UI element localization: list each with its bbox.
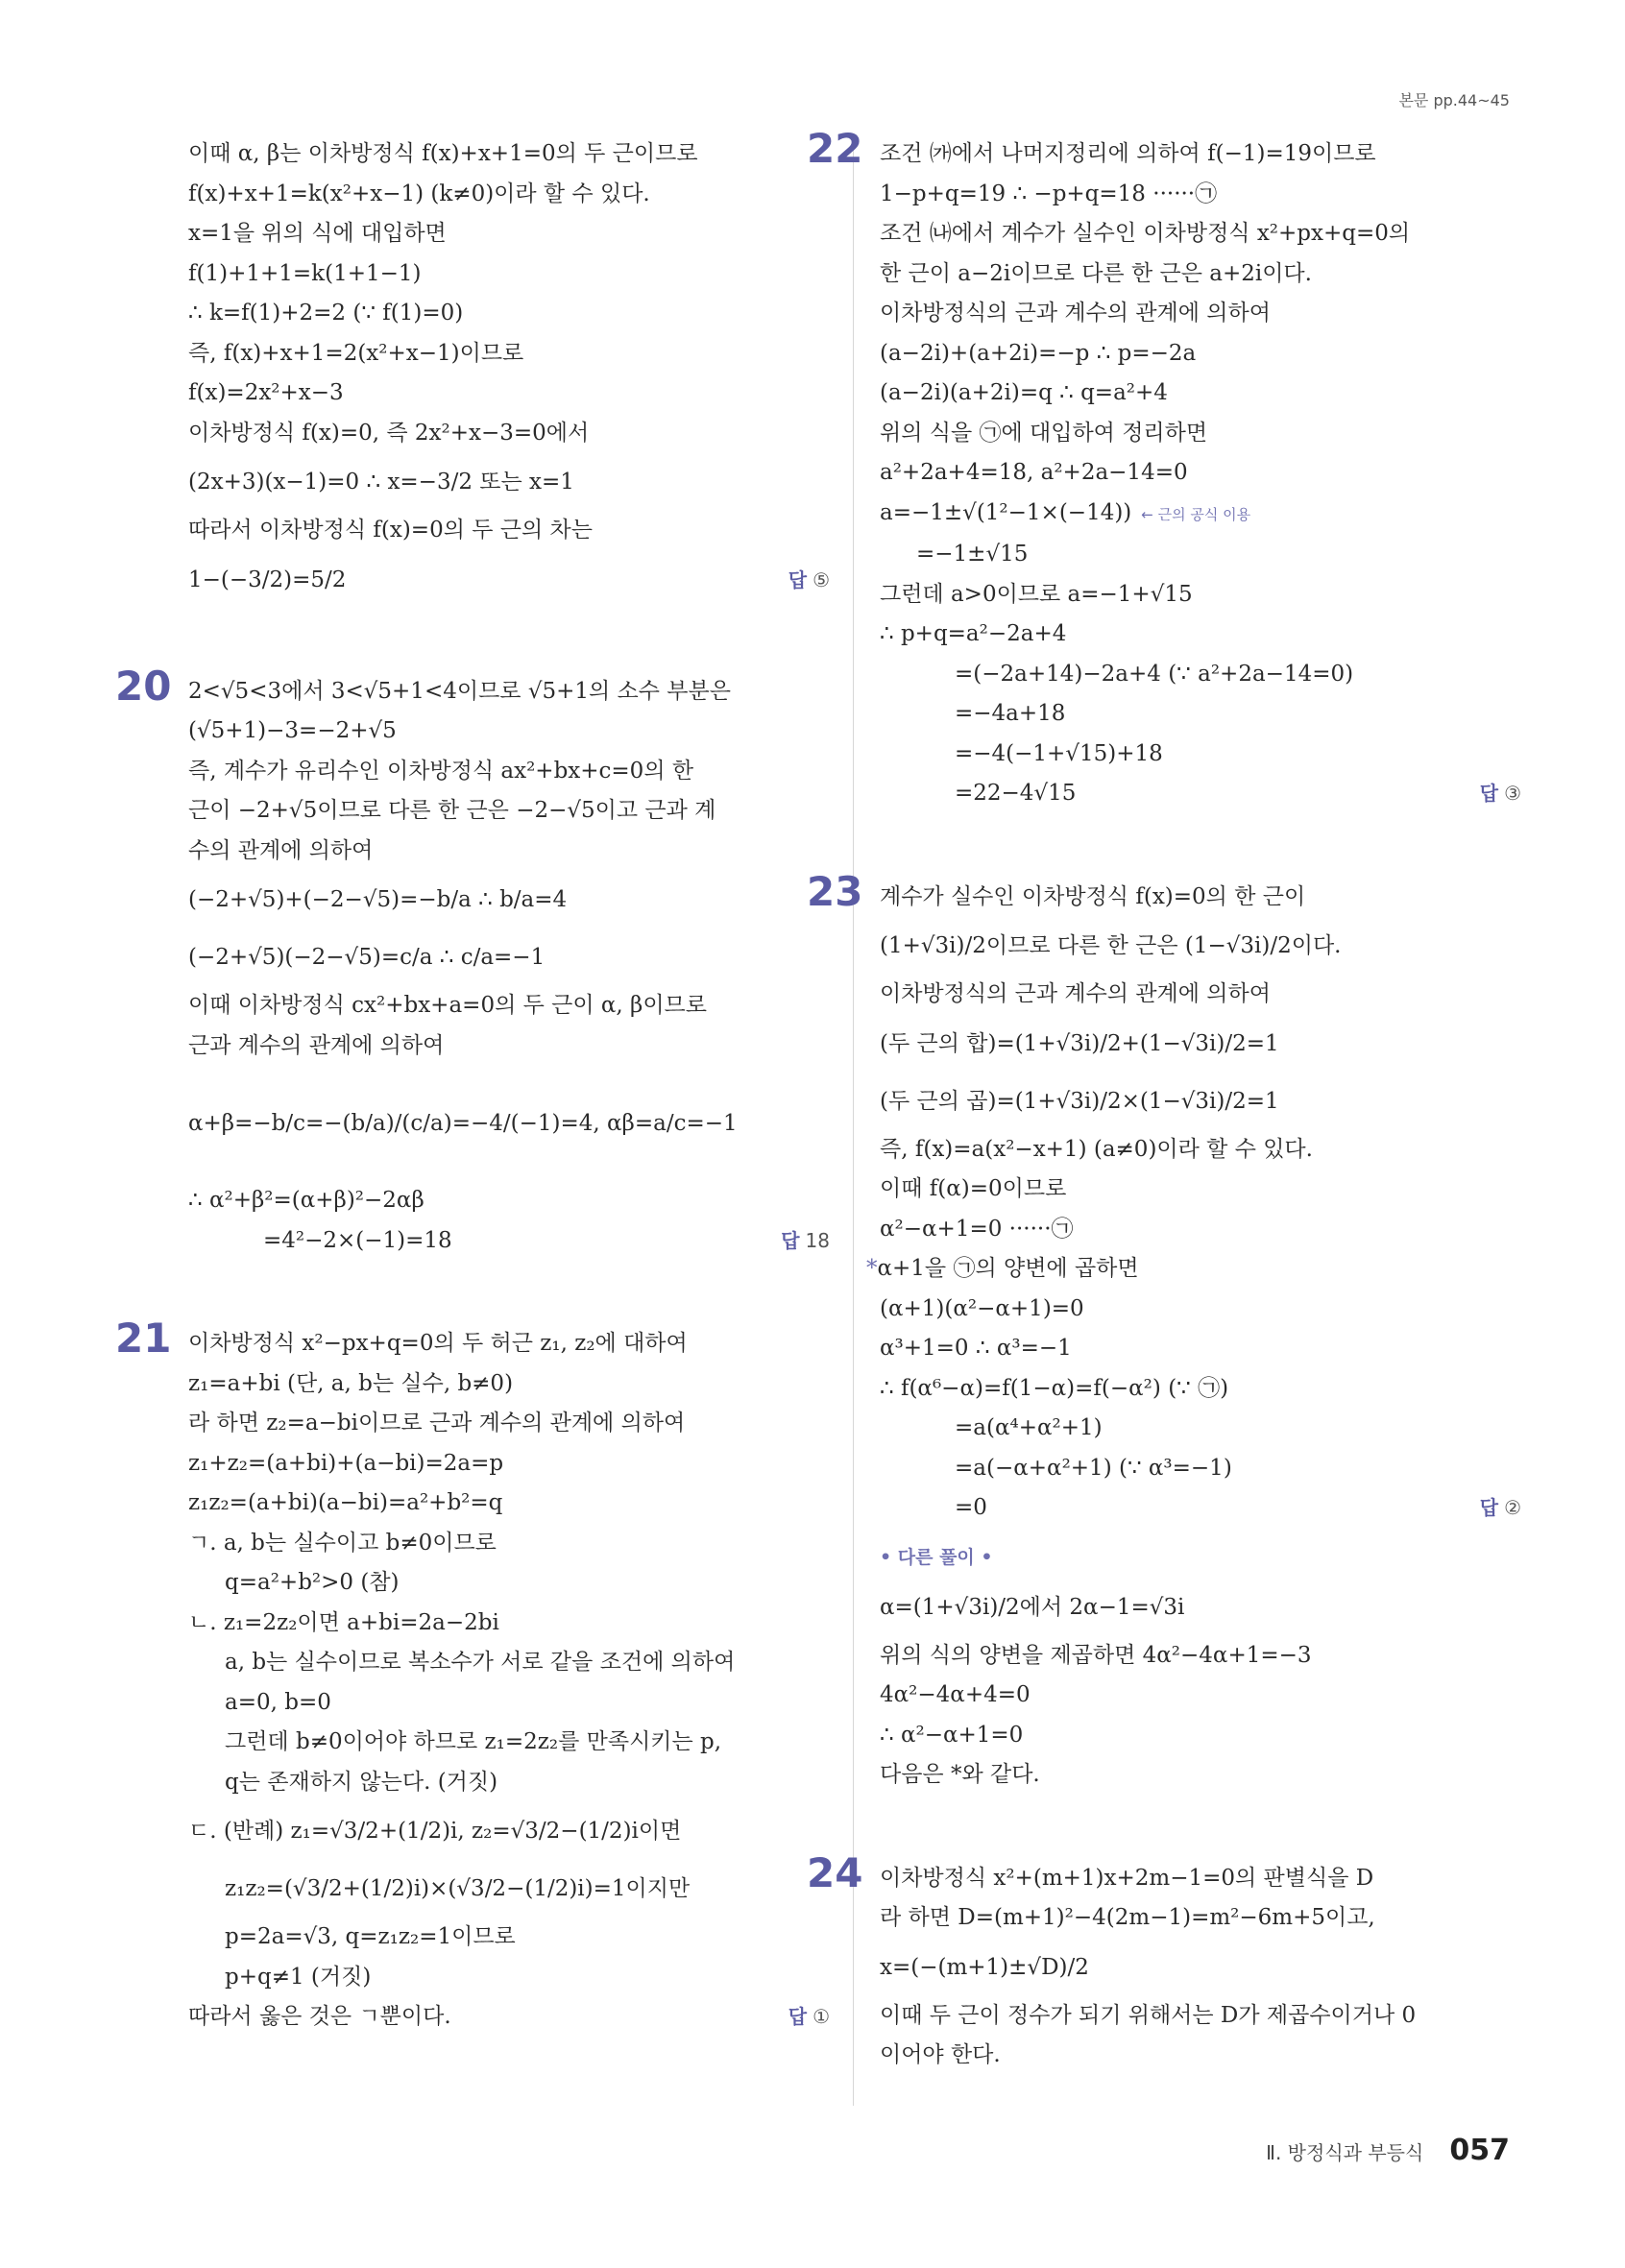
page-number: 057	[1449, 2134, 1510, 2167]
solution-line: ㄷ. (반례) z₁=√3/2+(1/2)i, z₂=√3/2−(1/2)i이면	[188, 1819, 682, 1844]
solution-final-line	[880, 1488, 1521, 1529]
solution-line: 2<√5<3에서 3<√5+1<4이므로 √5+1의 소수 부분은	[188, 678, 731, 704]
answer-value: ⑤	[812, 567, 830, 591]
solution-line: 4α²−4α+4=0	[880, 1682, 1031, 1707]
solution-line: 위의 식을 ㉠에 대입하여 정리하면	[880, 420, 1208, 446]
solution-line: (α+1)(α²−α+1)=0	[880, 1295, 1084, 1321]
answer-label: 답	[1479, 1496, 1499, 1519]
solution-final-line	[880, 774, 1521, 814]
problem-19-continued	[188, 134, 830, 609]
answer	[1480, 774, 1521, 814]
solution-line: f(x)+x+1=k(x²+x−1) (k≠0)이라 할 수 있다.	[188, 181, 650, 206]
answer-label: 답	[788, 2005, 808, 2028]
solution-line: 1−p+q=19 ∴ −p+q=18 ······㉠	[880, 181, 1218, 206]
solution-line: (a−2i)(a+2i)=q ∴ q=a²+4	[880, 380, 1168, 405]
solution-line: 한 근이 a−2i이므로 다른 한 근은 a+2i이다.	[880, 260, 1312, 286]
problem-number: 21	[115, 1315, 172, 1362]
answer	[1480, 1488, 1521, 1529]
solution-line: 근과 계수의 관계에 의하여	[188, 1032, 445, 1058]
problem-number: 22	[807, 125, 863, 172]
solution-line: (√5+1)−3=−2+√5	[188, 718, 397, 743]
solution-line: z₁z₂=(a+bi)(a−bi)=a²+b²=q	[188, 1490, 503, 1515]
page-reference: 본문 pp.44~45	[1398, 91, 1510, 109]
solution-line: =(−2a+14)−2a+4 (∵ a²+2a−14=0)	[955, 661, 1354, 687]
solution-line: 즉, 계수가 유리수인 이차방정식 ax²+bx+c=0의 한	[188, 758, 694, 784]
solution-line: a²+2a+4=18, a²+2a−14=0	[880, 460, 1188, 485]
answer	[788, 1997, 830, 2038]
solution-line: (1+√3i)/2이므로 다른 한 근은 (1−√3i)/2이다.	[880, 933, 1342, 958]
chapter-title: Ⅱ. 방정식과 부등식	[1266, 2141, 1424, 2164]
problem-number: 23	[807, 867, 863, 915]
solution-line: 라 하면 D=(m+1)²−4(2m−1)=m²−6m+5이고,	[880, 1905, 1375, 1930]
solution-final-line	[188, 1997, 830, 2038]
solution-line: =−1±√15	[916, 542, 1029, 567]
solution-line: z₁=a+bi (단, a, b는 실수, b≠0)	[188, 1370, 514, 1396]
solution-line: 위의 식의 양변을 제곱하면 4α²−4α+1=−3	[880, 1642, 1312, 1668]
solution-line-starred	[866, 1249, 1521, 1290]
solution-line: α+1을 ㉠의 양변에 곱하면	[877, 1256, 1139, 1281]
solution-line: =0	[955, 1495, 987, 1520]
answer	[788, 551, 830, 609]
solution-line: 계수가 실수인 이차방정식 f(x)=0의 한 근이	[880, 883, 1306, 909]
solution-line: 즉, f(x)+x+1=2(x²+x−1)이므로	[188, 340, 524, 366]
solution-line: ∴ f(α⁶−α)=f(1−α)=f(−α²) (∵ ㉠)	[880, 1375, 1229, 1401]
solution-line: 이차방정식의 근과 계수의 관계에 의하여	[880, 301, 1271, 326]
solution-line: x=1을 위의 식에 대입하면	[188, 221, 447, 246]
solution-line: ∴ α²−α+1=0	[880, 1722, 1024, 1748]
solution-line: α=(1+√3i)/2에서 2α−1=√3i	[880, 1594, 1185, 1620]
problem-number: 20	[115, 662, 172, 710]
star-marker: *	[866, 1256, 878, 1281]
solution-line: z₁z₂=(√3/2+(1/2)i)×(√3/2−(1/2)i)=1이지만	[225, 1876, 691, 1901]
solution-line: =22−4√15	[955, 781, 1077, 806]
page-footer	[1266, 2134, 1510, 2167]
solution-line: (−2+√5)(−2−√5)=c/a ∴ c/a=−1	[188, 945, 546, 970]
solution-line: 이때 두 근이 정수가 되기 위해서는 D가 제곱수이거나 0	[880, 2002, 1417, 2028]
solution-line: (2x+3)(x−1)=0 ∴ x=−3/2 또는 x=1	[188, 470, 574, 495]
solution-line: ㄴ. z₁=2z₂이면 a+bi=2a−2bi	[188, 1609, 499, 1635]
solution-line: 즉, f(x)=a(x²−x+1) (a≠0)이라 할 수 있다.	[880, 1136, 1313, 1162]
answer-value: 18	[805, 1228, 830, 1252]
solution-line: 라 하면 z₂=a−bi이므로 근과 계수의 관계에 의하여	[188, 1411, 686, 1436]
solution-line: =−4a+18	[955, 701, 1066, 726]
solution-line: q=a²+b²>0 (참)	[225, 1570, 400, 1595]
problem-21	[115, 1315, 830, 2038]
answer	[781, 1221, 830, 1262]
solution-line: 이때 f(α)=0이므로	[880, 1176, 1067, 1201]
solution-line: 수의 관계에 의하여	[188, 837, 374, 863]
solution-line: =a(−α+α²+1) (∵ α³=−1)	[955, 1455, 1232, 1481]
answer-value: ①	[812, 2005, 830, 2028]
solution-line: α³+1=0 ∴ α³=−1	[880, 1336, 1072, 1361]
solution-line: =a(α⁴+α²+1)	[955, 1415, 1103, 1440]
solution-line: =−4(−1+√15)+18	[955, 740, 1163, 766]
solution-line: 따라서 옳은 것은 ㄱ뿐이다.	[188, 2004, 451, 2029]
solution-line: (두 근의 합)=(1+√3i)/2+(1−√3i)/2=1	[880, 1030, 1279, 1056]
solution-line: 그런데 b≠0이어야 하므로 z₁=2z₂를 만족시키는 p,	[225, 1729, 722, 1754]
solution-final-line	[188, 551, 830, 609]
solution-line: 근이 −2+√5이므로 다른 한 근은 −2−√5이고 근과 계	[188, 798, 716, 823]
solution-line: q는 존재하지 않는다. (거짓)	[225, 1769, 498, 1795]
problem-20	[115, 662, 830, 1262]
solution-line: a=−1±√(1²−1×(−14))	[880, 499, 1132, 525]
solution-line: 이어야 한다.	[880, 2042, 1001, 2067]
solution-line: α+β=−b/c=−(b/a)/(c/a)=−4/(−1)=4, αβ=a/c=−1	[188, 1111, 738, 1136]
problem-number: 24	[807, 1848, 863, 1896]
left-column	[115, 134, 830, 2101]
solution-line: 그런데 a>0이므로 a=−1+√15	[880, 581, 1193, 607]
solution-line: =4²−2×(−1)=18	[263, 1227, 452, 1253]
solution-line: α²−α+1=0 ······㉠	[880, 1216, 1074, 1242]
solution-line: (두 근의 곱)=(1+√3i)/2×(1−√3i)/2=1	[880, 1088, 1279, 1114]
solution-line: ∴ α²+β²=(α+β)²−2αβ	[188, 1188, 424, 1213]
solution-line: ∴ k=f(1)+2=2 (∵ f(1)=0)	[188, 301, 464, 326]
solution-final-line	[188, 1221, 830, 1262]
solution-line: 이차방정식의 근과 계수의 관계에 의하여	[880, 981, 1271, 1006]
solution-line: 따라서 이차방정식 f(x)=0의 두 근의 차는	[188, 518, 593, 543]
problem-24	[807, 1848, 1521, 2076]
solution-line: 조건 ㈏에서 계수가 실수인 이차방정식 x²+px+q=0의	[880, 221, 1411, 246]
solution-line: f(1)+1+1=k(1+1−1)	[188, 260, 422, 286]
solution-line: 이차방정식 x²−px+q=0의 두 허근 z₁, z₂에 대하여	[188, 1331, 688, 1356]
solution-line: 1−(−3/2)=5/2	[188, 567, 347, 592]
right-column	[807, 125, 1521, 2139]
solution-line: 다음은 *와 같다.	[880, 1762, 1040, 1787]
answer-label: 답	[781, 1228, 800, 1252]
answer-value: ③	[1504, 782, 1521, 805]
answer-value: ②	[1504, 1496, 1521, 1519]
alternative-solution-heading: • 다른 풀이 •	[880, 1546, 993, 1568]
solution-line: (−2+√5)+(−2−√5)=−b/a ∴ b/a=4	[188, 887, 568, 912]
formula-note: ← 근의 공식 이용	[1141, 505, 1251, 523]
solution-line: 이차방정식 x²+(m+1)x+2m−1=0의 판별식을 D	[880, 1865, 1374, 1891]
solution-line: z₁+z₂=(a+bi)+(a−bi)=2a=p	[188, 1450, 504, 1476]
problem-22	[807, 125, 1521, 814]
solution-line: a, b는 실수이므로 복소수가 서로 같을 조건에 의하여	[225, 1650, 736, 1675]
solution-line: 이차방정식 f(x)=0, 즉 2x²+x−3=0에서	[188, 420, 590, 446]
solution-line: p+q≠1 (거짓)	[225, 1964, 372, 1990]
solution-line: ㄱ. a, b는 실수이고 b≠0이므로	[188, 1530, 497, 1556]
solution-line: f(x)=2x²+x−3	[188, 380, 344, 405]
solution-line: (a−2i)+(a+2i)=−p ∴ p=−2a	[880, 340, 1197, 366]
solution-line: x=(−(m+1)±√D)/2	[880, 1954, 1089, 1980]
answer-label: 답	[1479, 782, 1499, 805]
solution-line: p=2a=√3, q=z₁z₂=1이므로	[225, 1924, 516, 1949]
solution-line: ∴ p+q=a²−2a+4	[880, 621, 1067, 646]
answer-label: 답	[788, 567, 808, 591]
solution-line: 조건 ㈎에서 나머지정리에 의하여 f(−1)=19이므로	[880, 141, 1376, 166]
solution-line: a=0, b=0	[225, 1689, 331, 1715]
solution-line: 이때 이차방정식 cx²+bx+a=0의 두 근이 α, β이므로	[188, 993, 707, 1018]
column-divider	[853, 142, 854, 2106]
solution-line: 이때 α, β는 이차방정식 f(x)+x+1=0의 두 근이므로	[188, 141, 698, 166]
solution-line-with-note	[880, 494, 1521, 536]
